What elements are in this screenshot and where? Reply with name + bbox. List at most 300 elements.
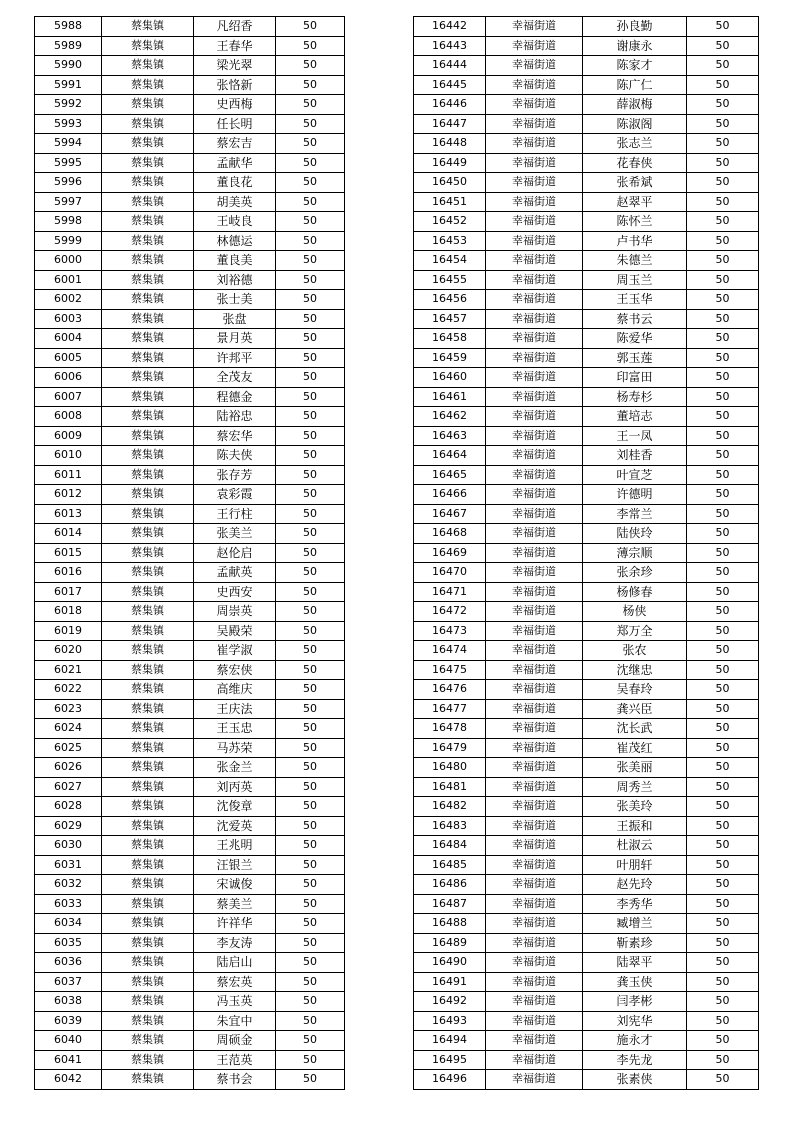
serial-number-cell: 5995 [35,153,102,173]
table-row [414,777,759,797]
name-cell: 张盘 [194,309,276,329]
amount-cell: 50 [276,660,345,680]
name-cell: 周秀兰 [583,777,687,797]
amount-cell: 50 [687,719,759,739]
table-row [414,563,759,583]
name-cell: 杨侠 [583,602,687,622]
serial-number-cell: 6034 [35,914,102,934]
table-row [35,1070,345,1090]
table-row [414,446,759,466]
amount-cell: 50 [276,894,345,914]
town-cell: 蔡集镇 [102,153,194,173]
amount-cell: 50 [276,699,345,719]
table-row [35,114,345,134]
serial-number-cell: 6009 [35,426,102,446]
town-cell: 蔡集镇 [102,1050,194,1070]
amount-cell: 50 [687,446,759,466]
town-cell: 幸福街道 [486,426,583,446]
town-cell: 幸福街道 [486,797,583,817]
town-cell: 蔡集镇 [102,465,194,485]
name-cell: 李常兰 [583,504,687,524]
town-cell: 蔡集镇 [102,485,194,505]
amount-cell: 50 [687,368,759,388]
town-cell: 幸福街道 [486,192,583,212]
amount-cell: 50 [687,914,759,934]
town-cell: 蔡集镇 [102,231,194,251]
table-row [414,680,759,700]
town-cell: 幸福街道 [486,738,583,758]
serial-number-cell: 6019 [35,621,102,641]
table-row [35,75,345,95]
serial-number-cell: 16454 [414,251,486,271]
table-row [414,855,759,875]
name-cell: 周玉兰 [583,270,687,290]
name-cell: 赵伦启 [194,543,276,563]
serial-number-cell: 16469 [414,543,486,563]
town-cell: 蔡集镇 [102,504,194,524]
town-cell: 蔡集镇 [102,797,194,817]
amount-cell: 50 [687,231,759,251]
amount-cell: 50 [687,680,759,700]
table-row [35,212,345,232]
amount-cell: 50 [687,212,759,232]
amount-cell: 50 [687,894,759,914]
table-row [35,192,345,212]
town-cell: 蔡集镇 [102,855,194,875]
name-cell: 蔡宏华 [194,426,276,446]
serial-number-cell: 5988 [35,17,102,37]
serial-number-cell: 16489 [414,933,486,953]
town-cell: 蔡集镇 [102,758,194,778]
town-cell: 蔡集镇 [102,563,194,583]
serial-number-cell: 6032 [35,875,102,895]
name-cell: 赵先玲 [583,875,687,895]
name-cell: 施永才 [583,1031,687,1051]
table-row [35,933,345,953]
name-cell: 蔡宏侠 [194,660,276,680]
town-cell: 蔡集镇 [102,699,194,719]
amount-cell: 50 [276,348,345,368]
serial-number-cell: 16456 [414,290,486,310]
serial-number-cell: 6011 [35,465,102,485]
town-cell: 幸福街道 [486,582,583,602]
table-row [35,777,345,797]
town-cell: 幸福街道 [486,446,583,466]
table-row [414,270,759,290]
table-row [414,426,759,446]
name-cell: 张美玲 [583,797,687,817]
table-row [414,368,759,388]
town-cell: 幸福街道 [486,153,583,173]
table-row [35,407,345,427]
town-cell: 蔡集镇 [102,407,194,427]
name-cell: 印富田 [583,368,687,388]
town-cell: 蔡集镇 [102,836,194,856]
table-row [414,933,759,953]
table-row [414,212,759,232]
town-cell: 蔡集镇 [102,56,194,76]
table-row [414,348,759,368]
amount-cell: 50 [687,95,759,115]
serial-number-cell: 6020 [35,641,102,661]
table-row [414,17,759,37]
amount-cell: 50 [276,875,345,895]
serial-number-cell: 6041 [35,1050,102,1070]
serial-number-cell: 16468 [414,524,486,544]
name-cell: 全茂友 [194,368,276,388]
town-cell: 蔡集镇 [102,933,194,953]
amount-cell: 50 [687,114,759,134]
amount-cell: 50 [276,563,345,583]
amount-cell: 50 [687,777,759,797]
town-cell: 幸福街道 [486,95,583,115]
town-cell: 幸福街道 [486,348,583,368]
town-cell: 蔡集镇 [102,173,194,193]
table-row [35,816,345,836]
serial-number-cell: 6006 [35,368,102,388]
town-cell: 幸福街道 [486,524,583,544]
table-row [35,504,345,524]
table-row [414,407,759,427]
table-row [35,602,345,622]
table-row [35,543,345,563]
amount-cell: 50 [687,660,759,680]
serial-number-cell: 6024 [35,719,102,739]
name-cell: 刘宪华 [583,1011,687,1031]
serial-number-cell: 16487 [414,894,486,914]
town-cell: 蔡集镇 [102,582,194,602]
serial-number-cell: 6035 [35,933,102,953]
amount-cell: 50 [276,95,345,115]
town-cell: 蔡集镇 [102,719,194,739]
name-cell: 周崇英 [194,602,276,622]
table-row [35,953,345,973]
serial-number-cell: 16458 [414,329,486,349]
name-cell: 景月英 [194,329,276,349]
table-row [414,894,759,914]
name-cell: 沈俊章 [194,797,276,817]
amount-cell: 50 [276,992,345,1012]
serial-number-cell: 16459 [414,348,486,368]
name-cell: 刘丙英 [194,777,276,797]
town-cell: 幸福街道 [486,563,583,583]
table-row [35,446,345,466]
serial-number-cell: 6002 [35,290,102,310]
amount-cell: 50 [687,270,759,290]
town-cell: 幸福街道 [486,680,583,700]
amount-cell: 50 [687,524,759,544]
serial-number-cell: 16483 [414,816,486,836]
table-row [35,329,345,349]
table-row [35,992,345,1012]
serial-number-cell: 5991 [35,75,102,95]
serial-number-cell: 5996 [35,173,102,193]
town-cell: 蔡集镇 [102,95,194,115]
serial-number-cell: 16462 [414,407,486,427]
town-cell: 幸福街道 [486,36,583,56]
town-cell: 幸福街道 [486,231,583,251]
town-cell: 幸福街道 [486,992,583,1012]
name-cell: 王玉华 [583,290,687,310]
town-cell: 幸福街道 [486,777,583,797]
table-row [414,582,759,602]
table-row [35,621,345,641]
town-cell: 幸福街道 [486,953,583,973]
amount-cell: 50 [276,543,345,563]
serial-number-cell: 16476 [414,680,486,700]
amount-cell: 50 [276,387,345,407]
serial-number-cell: 16485 [414,855,486,875]
town-cell: 蔡集镇 [102,953,194,973]
town-cell: 幸福街道 [486,1050,583,1070]
table-row [35,699,345,719]
serial-number-cell: 16491 [414,972,486,992]
table-row [35,290,345,310]
amount-cell: 50 [687,836,759,856]
name-cell: 张农 [583,641,687,661]
amount-cell: 50 [687,134,759,154]
amount-cell: 50 [687,153,759,173]
table-row [414,173,759,193]
serial-number-cell: 5992 [35,95,102,115]
serial-number-cell: 16490 [414,953,486,973]
amount-cell: 50 [276,680,345,700]
name-cell: 叶朋轩 [583,855,687,875]
town-cell: 蔡集镇 [102,114,194,134]
table-row [35,387,345,407]
town-cell: 幸福街道 [486,407,583,427]
name-cell: 史西梅 [194,95,276,115]
amount-cell: 50 [276,738,345,758]
table-row [35,582,345,602]
town-cell: 幸福街道 [486,173,583,193]
table-row [414,758,759,778]
serial-number-cell: 16467 [414,504,486,524]
amount-cell: 50 [276,777,345,797]
table-row [414,387,759,407]
amount-cell: 50 [687,309,759,329]
serial-number-cell: 16452 [414,212,486,232]
table-row [414,914,759,934]
name-cell: 张希斌 [583,173,687,193]
town-cell: 蔡集镇 [102,387,194,407]
town-cell: 蔡集镇 [102,738,194,758]
town-cell: 蔡集镇 [102,894,194,914]
table-row [414,56,759,76]
name-cell: 朱德兰 [583,251,687,271]
serial-number-cell: 6042 [35,1070,102,1090]
name-cell: 蔡书云 [583,309,687,329]
name-cell: 李秀华 [583,894,687,914]
name-cell: 陈夫侠 [194,446,276,466]
town-cell: 幸福街道 [486,602,583,622]
table-row [414,134,759,154]
amount-cell: 50 [276,407,345,427]
name-cell: 林德运 [194,231,276,251]
serial-number-cell: 16463 [414,426,486,446]
name-cell: 宋诚俊 [194,875,276,895]
serial-number-cell: 6007 [35,387,102,407]
name-cell: 沈爱英 [194,816,276,836]
town-cell: 蔡集镇 [102,680,194,700]
table-row [35,368,345,388]
table-row [35,173,345,193]
amount-cell: 50 [687,251,759,271]
name-cell: 崔茂红 [583,738,687,758]
serial-number-cell: 16453 [414,231,486,251]
left-roster-table [34,16,345,1090]
name-cell: 张存芳 [194,465,276,485]
town-cell: 蔡集镇 [102,875,194,895]
name-cell: 程德金 [194,387,276,407]
serial-number-cell: 16461 [414,387,486,407]
table-row [414,1031,759,1051]
name-cell: 马苏荣 [194,738,276,758]
table-row [414,543,759,563]
amount-cell: 50 [687,1011,759,1031]
amount-cell: 50 [687,1050,759,1070]
name-cell: 龚玉侠 [583,972,687,992]
town-cell: 幸福街道 [486,212,583,232]
name-cell: 王春华 [194,36,276,56]
town-cell: 幸福街道 [486,290,583,310]
name-cell: 花春侠 [583,153,687,173]
town-cell: 幸福街道 [486,75,583,95]
amount-cell: 50 [687,1031,759,1051]
town-cell: 蔡集镇 [102,816,194,836]
serial-number-cell: 6036 [35,953,102,973]
amount-cell: 50 [276,816,345,836]
town-cell: 蔡集镇 [102,348,194,368]
table-row [35,231,345,251]
table-row [35,875,345,895]
town-cell: 蔡集镇 [102,1011,194,1031]
amount-cell: 50 [276,173,345,193]
table-row [35,563,345,583]
name-cell: 王一凤 [583,426,687,446]
town-cell: 幸福街道 [486,309,583,329]
town-cell: 蔡集镇 [102,777,194,797]
table-row [414,1011,759,1031]
town-cell: 幸福街道 [486,855,583,875]
name-cell: 陆裕忠 [194,407,276,427]
serial-number-cell: 16478 [414,719,486,739]
name-cell: 陆启山 [194,953,276,973]
town-cell: 幸福街道 [486,251,583,271]
table-row [414,153,759,173]
name-cell: 沈继忠 [583,660,687,680]
table-row [414,231,759,251]
amount-cell: 50 [276,134,345,154]
amount-cell: 50 [687,953,759,973]
serial-number-cell: 6013 [35,504,102,524]
serial-number-cell: 16446 [414,95,486,115]
town-cell: 蔡集镇 [102,251,194,271]
serial-number-cell: 16445 [414,75,486,95]
town-cell: 幸福街道 [486,270,583,290]
amount-cell: 50 [276,270,345,290]
name-cell: 蔡书会 [194,1070,276,1090]
amount-cell: 50 [687,602,759,622]
amount-cell: 50 [687,543,759,563]
table-row [414,251,759,271]
table-row [414,992,759,1012]
town-cell: 蔡集镇 [102,75,194,95]
table-row [35,465,345,485]
amount-cell: 50 [276,504,345,524]
town-cell: 蔡集镇 [102,914,194,934]
name-cell: 董培志 [583,407,687,427]
amount-cell: 50 [276,1011,345,1031]
amount-cell: 50 [687,17,759,37]
table-row [35,1031,345,1051]
serial-number-cell: 6001 [35,270,102,290]
town-cell: 幸福街道 [486,1031,583,1051]
name-cell: 王兆明 [194,836,276,856]
serial-number-cell: 6004 [35,329,102,349]
serial-number-cell: 5989 [35,36,102,56]
name-cell: 杨寿杉 [583,387,687,407]
name-cell: 梁光翠 [194,56,276,76]
town-cell: 幸福街道 [486,758,583,778]
serial-number-cell: 16473 [414,621,486,641]
table-row [35,251,345,271]
serial-number-cell: 6030 [35,836,102,856]
serial-number-cell: 16442 [414,17,486,37]
town-cell: 幸福街道 [486,816,583,836]
town-cell: 蔡集镇 [102,329,194,349]
town-cell: 蔡集镇 [102,17,194,37]
table-row [414,36,759,56]
serial-number-cell: 6014 [35,524,102,544]
table-row [414,504,759,524]
table-row [35,855,345,875]
amount-cell: 50 [687,290,759,310]
serial-number-cell: 16443 [414,36,486,56]
serial-number-cell: 16494 [414,1031,486,1051]
amount-cell: 50 [276,524,345,544]
name-cell: 许祥华 [194,914,276,934]
town-cell: 蔡集镇 [102,602,194,622]
table-row [35,426,345,446]
serial-number-cell: 16471 [414,582,486,602]
town-cell: 幸福街道 [486,719,583,739]
name-cell: 董良美 [194,251,276,271]
town-cell: 幸福街道 [486,836,583,856]
serial-number-cell: 6015 [35,543,102,563]
name-cell: 陆侠玲 [583,524,687,544]
table-row [414,719,759,739]
table-row [414,192,759,212]
name-cell: 王振和 [583,816,687,836]
serial-number-cell: 16464 [414,446,486,466]
amount-cell: 50 [276,465,345,485]
amount-cell: 50 [687,504,759,524]
town-cell: 蔡集镇 [102,270,194,290]
name-cell: 陈淑阁 [583,114,687,134]
name-cell: 沈长武 [583,719,687,739]
town-cell: 蔡集镇 [102,621,194,641]
town-cell: 幸福街道 [486,329,583,349]
amount-cell: 50 [687,348,759,368]
name-cell: 刘桂香 [583,446,687,466]
serial-number-cell: 6008 [35,407,102,427]
serial-number-cell: 5998 [35,212,102,232]
town-cell: 幸福街道 [486,465,583,485]
table-row [35,134,345,154]
table-row [414,114,759,134]
name-cell: 张志兰 [583,134,687,154]
